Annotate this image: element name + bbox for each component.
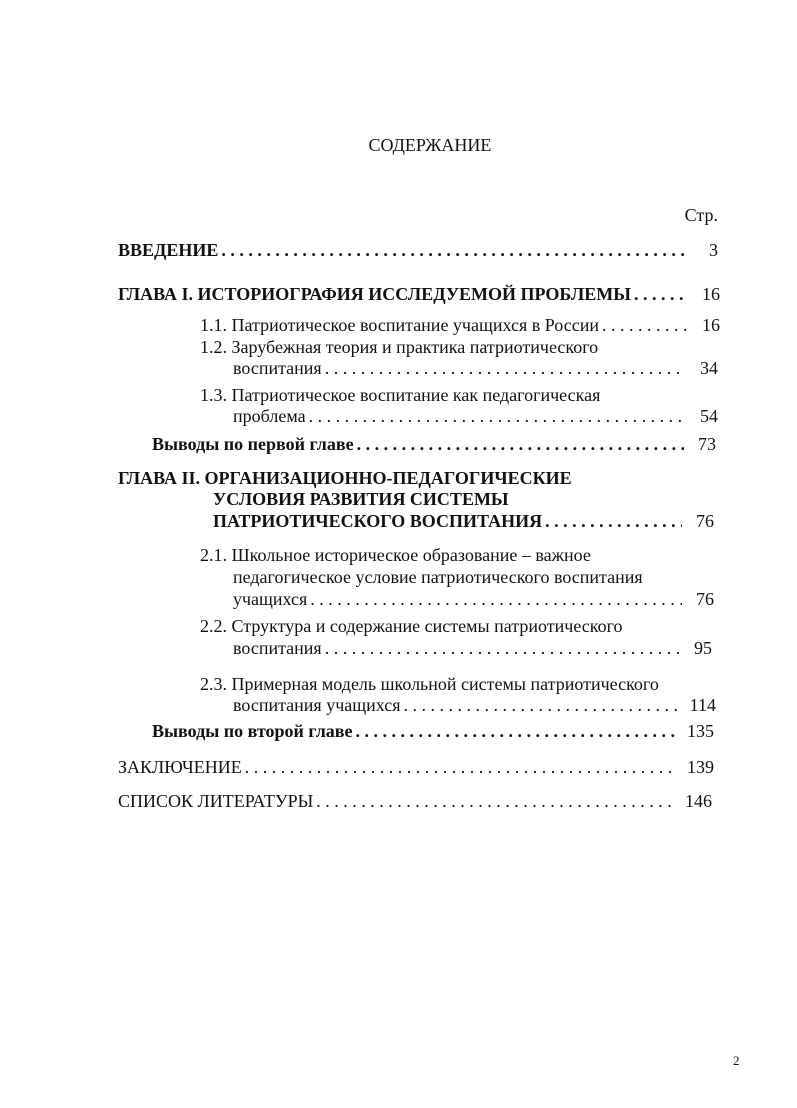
toc-page-number: 16	[702, 315, 720, 335]
dot-leader	[325, 357, 686, 379]
dot-leader	[602, 314, 688, 336]
dot-leader	[316, 790, 675, 812]
toc-entry-s13	[233, 405, 718, 427]
toc-page-number: 146	[685, 791, 712, 811]
toc-entry-line	[200, 336, 598, 358]
dot-leader	[310, 588, 682, 610]
toc-entry-intro	[118, 239, 718, 261]
toc-entry-text: ПАТРИОТИЧЕСКОГО ВОСПИТАНИЯ	[213, 511, 543, 531]
toc-entry-text: 1.2. Зарубежная теория и практика патриотического	[200, 337, 599, 357]
dot-leader	[325, 637, 680, 659]
dot-leader	[545, 510, 682, 532]
toc-entry-line	[200, 673, 659, 695]
dot-leader	[403, 694, 679, 716]
toc-entry-line	[200, 544, 591, 566]
toc-entry-text: 1.1. Патриотическое воспитание учащихся в России	[200, 315, 599, 335]
toc-entry-text: проблема	[233, 406, 306, 426]
toc-entry-text: УСЛОВИЯ РАЗВИТИЯ СИСТЕМЫ	[213, 489, 509, 509]
dot-leader	[245, 756, 677, 778]
toc-page-number: 114	[689, 695, 716, 715]
dot-leader	[634, 283, 688, 305]
toc-entry-ch1	[118, 283, 720, 305]
toc-page-number: 54	[700, 406, 718, 426]
toc-entry-text: Выводы по второй главе	[152, 721, 353, 741]
toc-entry-line	[118, 467, 572, 489]
toc-entry-text: 1.3. Патриотическое воспитание как педагогическая	[200, 385, 601, 405]
toc-page-number: 76	[696, 589, 714, 609]
toc-entry-text: Выводы по первой главе	[152, 434, 354, 454]
toc-page-number: 3	[709, 240, 718, 260]
toc-entry-text: 2.1. Школьное историческое образование – важное	[200, 545, 591, 565]
dot-leader	[221, 239, 686, 261]
toc-entry-concl	[118, 756, 714, 778]
toc-entry-line	[200, 384, 600, 406]
toc-entry-text: ВВЕДЕНИЕ	[118, 240, 219, 260]
toc-page-number: 135	[687, 721, 714, 741]
toc-entry-line	[233, 566, 643, 588]
toc-entry-s12	[233, 357, 718, 379]
toc-entry-s11	[200, 314, 720, 336]
page-title: СОДЕРЖАНИЕ	[368, 135, 492, 155]
dot-leader	[357, 433, 684, 455]
toc-entry-text: воспитания учащихся	[233, 695, 401, 715]
page-column-label: Стр.	[684, 205, 718, 225]
toc-entry-text: педагогическое условие патриотического воспитания	[233, 567, 643, 587]
toc-entry-refs	[118, 790, 712, 812]
toc-entry-text: 2.3. Примерная модель школьной системы патриотического	[200, 674, 659, 694]
page-number: 2	[733, 1053, 740, 1068]
toc-entry-text: учащихся	[233, 589, 308, 609]
toc-entry-line	[213, 488, 509, 510]
toc-entry-ch2	[213, 510, 714, 532]
toc-entry-c2	[152, 720, 714, 742]
toc-entry-text: воспитания	[233, 358, 322, 378]
toc-page-number: 76	[696, 511, 714, 531]
dot-leader	[356, 720, 678, 742]
toc-entry-s23	[233, 694, 716, 716]
toc-page-number: 95	[694, 638, 712, 658]
toc-entry-s22	[233, 637, 712, 659]
toc-page-number: 34	[700, 358, 718, 378]
toc-entry-text: ГЛАВА II. ОРГАНИЗАЦИОННО-ПЕДАГОГИЧЕСКИЕ	[118, 468, 572, 488]
toc-page-number: 16	[702, 284, 720, 304]
toc-page-number: 139	[687, 757, 714, 777]
dot-leader	[309, 405, 686, 427]
toc-entry-text: 2.2. Структура и содержание системы патриотического	[200, 616, 623, 636]
toc-entry-text: ГЛАВА I. ИСТОРИОГРАФИЯ ИССЛЕДУЕМОЙ ПРОБЛЕМЫ	[118, 284, 631, 304]
toc-entry-text: СПИСОК ЛИТЕРАТУРЫ	[118, 791, 314, 811]
toc-entry-line	[200, 615, 623, 637]
toc-entry-text: ЗАКЛЮЧЕНИЕ	[118, 757, 242, 777]
toc-entry-c1	[152, 433, 716, 455]
toc-page-number: 73	[698, 434, 716, 454]
toc-entry-text: воспитания	[233, 638, 322, 658]
toc-entry-s21	[233, 588, 714, 610]
